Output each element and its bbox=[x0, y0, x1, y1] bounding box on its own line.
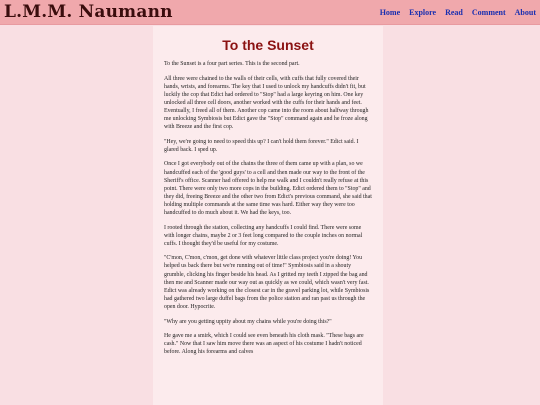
story-paragraph: He gave me a smirk, which I could see even beneath his cloth mask. "These bags are cash." Now that I saw him move there was an aspect of his costume I hadn't noticed before. Along his forearms and calves bbox=[164, 333, 364, 356]
nav-comment-link[interactable]: Comment bbox=[471, 8, 506, 17]
nav-read-link[interactable]: Read bbox=[445, 8, 463, 17]
story-content bbox=[153, 26, 383, 405]
site-header bbox=[0, 0, 540, 25]
site-logo[interactable]: L.M.M. Naumann bbox=[4, 2, 173, 22]
story-paragraph: "Hey, we're going to need to speed this up? I can't hold them forever." Edict said. I glared back. I sped up. bbox=[164, 138, 359, 153]
story-paragraph: To the Sunset is a four part series. This is the second part. bbox=[164, 61, 300, 67]
story-paragraph: I rooted through the station, collecting any handcuffs I could find. There were some with longer chains, maybe 2 or 3 feet long compared to the couple inches on normal cuffs. I thought they'd be useful for my costume. bbox=[164, 224, 363, 247]
nav-about-link[interactable]: About bbox=[514, 8, 536, 17]
nav-home-link[interactable]: Home bbox=[379, 8, 401, 17]
story-paragraph: Once I got everybody out of the chains the three of them came up with a plan, so we handcuffed each of the 'good guys' to a cell and then made our way to the front of the Sheriff's office. Scanner had offered to help me walk and I couldn't really refuse at this point. There were only two more cops in the building. Edict ordered them to "Stop" and they did, freeing Breeze and the other two from Edict's previous command, she said that holding multiple commands at the same time was hard. Either way they were too handcuffed to do much about it. We had the keys, too. bbox=[164, 161, 372, 216]
story-paragraph: All three were chained to the walls of their cells, with cuffs that fully covered their hands, wrists, and forearms. The key that I used to unlock my handcuffs didn't fit, but luckily the cop that Edict had ordered to "Stop" had a large keyring on him. One key unlocked all three cell doors, another worked with the cuffs for their hands and feet. Eventually, I freed all of them. Another cop came into the room about halfway through me unlocking Symbiosis but Edict gave the "Stop" command again and he froze along with Breeze and the first cop. bbox=[164, 75, 369, 131]
nav-explore-link[interactable]: Explore bbox=[409, 8, 437, 17]
main-nav bbox=[380, 8, 536, 17]
story-title: To the Sunset bbox=[222, 37, 314, 53]
story-paragraph: "C'mon, C'mon, c'mon, get done with whatever little class project you're doing! You helped us back there but we're running out of time!" Symbiosis said in a shouty grumble, clicking his finger beside his head. As I gritted my teeth I zipped the bag and then me and Scanner made our way out as quickly as we could, which wasn't very fast. Edict was already working on the closest car in the gravel parking lot, while Symbiosis had gathered two large duffel bags from the police station and ran past us through the open door. Hypocrite. bbox=[164, 255, 370, 310]
story-paragraph: "Why are you getting uppity about my chains while you're doing this?" bbox=[164, 318, 332, 325]
